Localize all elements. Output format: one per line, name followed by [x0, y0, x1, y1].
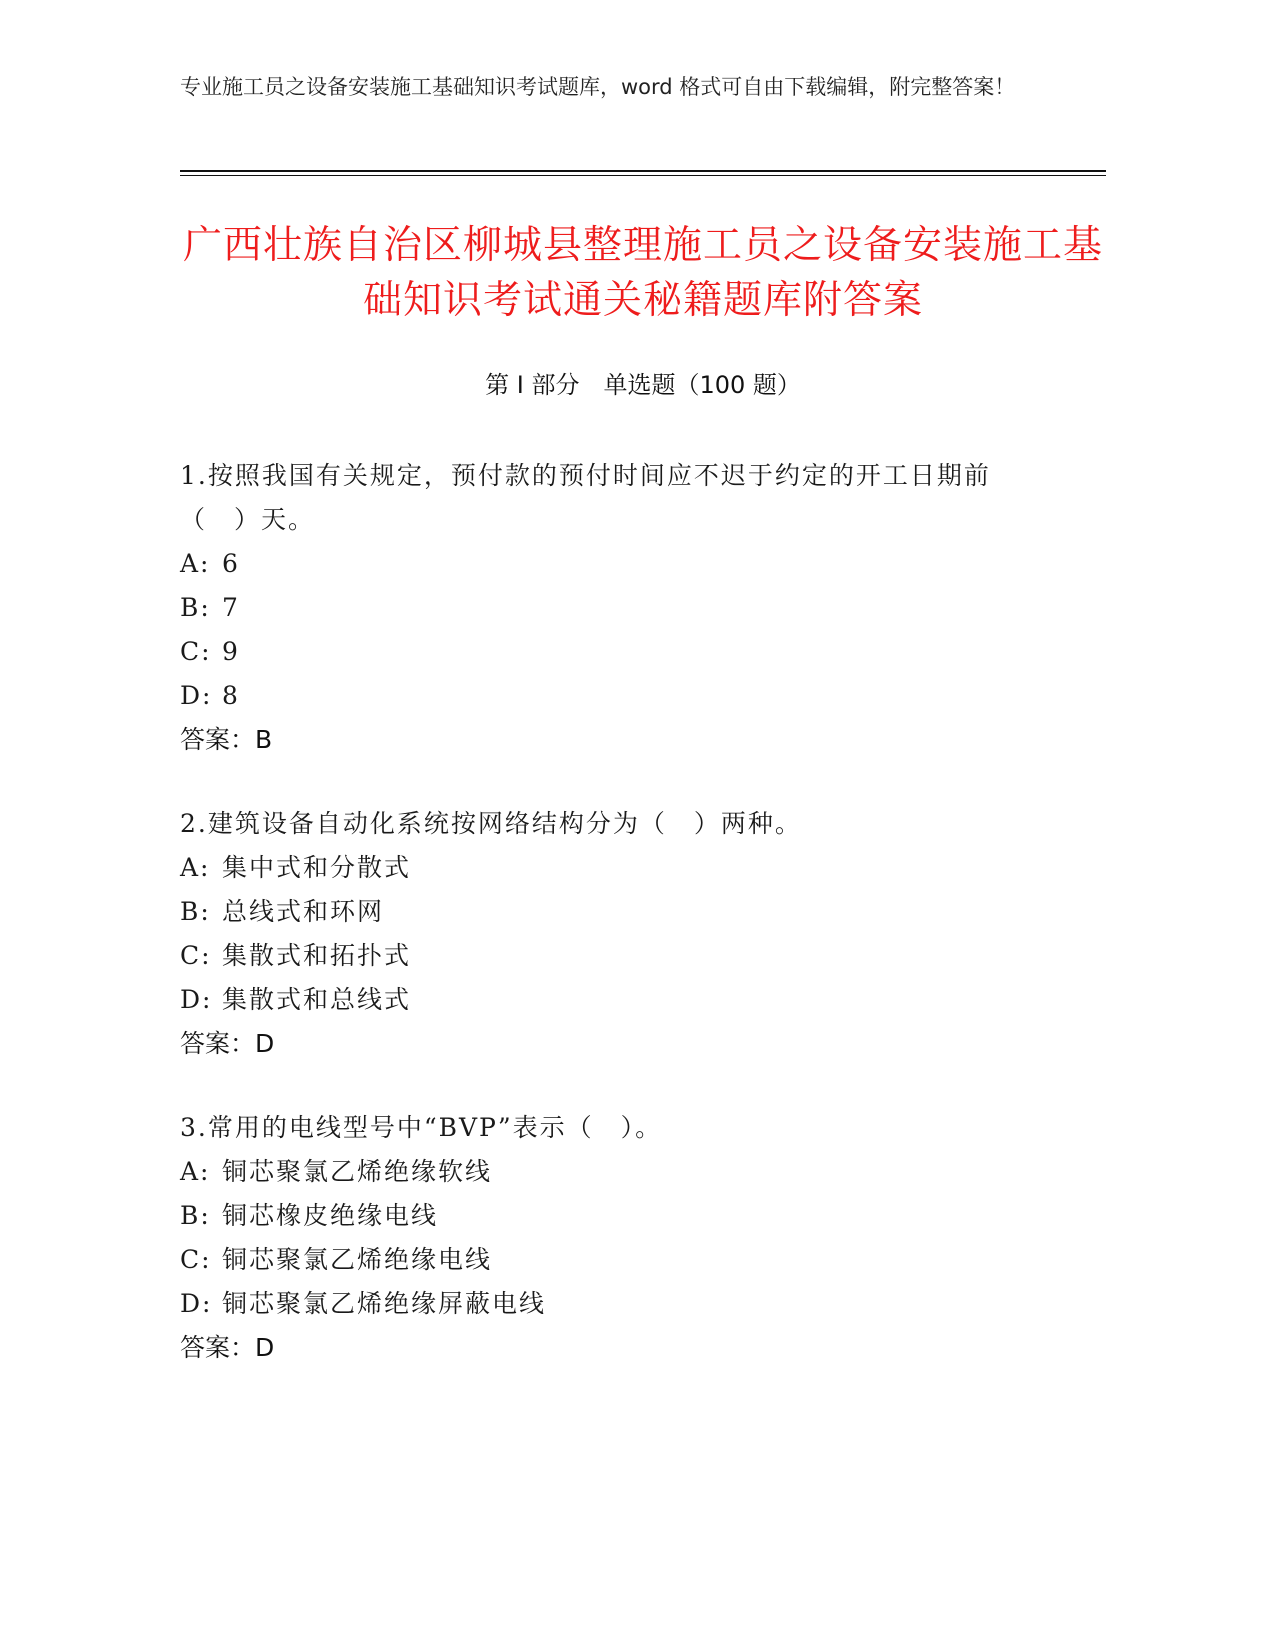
option-key: B:	[180, 897, 211, 926]
option-text: 7	[222, 593, 240, 622]
option-a	[180, 846, 1040, 890]
question-1	[180, 454, 1040, 762]
option-text: 铜芯聚氯乙烯绝缘电线	[222, 1245, 493, 1274]
question-stem: 1.按照我国有关规定，预付款的预付时间应不迟于约定的开工日期前（ ）天。	[180, 461, 991, 534]
header-note: 专业施工员之设备安装施工基础知识考试题库，word 格式可自由下载编辑，附完整答案！	[180, 75, 1016, 99]
option-text: 铜芯聚氯乙烯绝缘屏蔽电线	[222, 1289, 547, 1318]
answer: 答案：B	[180, 725, 273, 754]
option-c	[180, 630, 1040, 674]
option-key: B:	[180, 1201, 211, 1230]
option-text: 铜芯橡皮绝缘电线	[222, 1201, 439, 1230]
option-key: B:	[180, 593, 211, 622]
option-text: 9	[222, 637, 240, 666]
option-a	[180, 542, 1040, 586]
option-text: 集散式和拓扑式	[222, 941, 412, 970]
option-key: A:	[180, 549, 211, 578]
option-key: D:	[180, 681, 213, 710]
question-2	[180, 802, 1040, 1066]
option-key: D:	[180, 985, 213, 1014]
option-text: 总线式和环网	[222, 897, 385, 926]
option-d	[180, 1282, 1040, 1326]
question-stem: 3.常用的电线型号中“BVP”表示（ ）。	[180, 1113, 663, 1142]
header-divider-thin	[180, 175, 1106, 176]
option-key: C:	[180, 1245, 212, 1274]
option-text: 8	[222, 681, 240, 710]
question-stem: 2.建筑设备自动化系统按网络结构分为（ ）两种。	[180, 809, 802, 838]
option-text: 铜芯聚氯乙烯绝缘软线	[222, 1157, 493, 1186]
option-d	[180, 674, 1040, 718]
option-key: C:	[180, 637, 212, 666]
option-text: 集中式和分散式	[222, 853, 412, 882]
option-key: D:	[180, 1289, 213, 1318]
option-text: 集散式和总线式	[222, 985, 412, 1014]
question-3	[180, 1106, 1040, 1370]
option-b	[180, 890, 1040, 934]
option-c	[180, 1238, 1040, 1282]
option-key: C:	[180, 941, 212, 970]
option-c	[180, 934, 1040, 978]
option-b	[180, 586, 1040, 630]
answer: 答案：D	[180, 1029, 275, 1058]
option-d	[180, 978, 1040, 1022]
option-key: A:	[180, 1157, 211, 1186]
option-key: A:	[180, 853, 211, 882]
option-text: 6	[222, 549, 240, 578]
header-divider-thick	[180, 170, 1106, 172]
document-title: 广西壮族自治区柳城县整理施工员之设备安装施工基础知识考试通关秘籍题库附答案	[182, 223, 1103, 323]
answer: 答案：D	[180, 1333, 275, 1362]
option-a	[180, 1150, 1040, 1194]
option-b	[180, 1194, 1040, 1238]
section-heading: 第 I 部分 单选题（100 题）	[485, 371, 801, 399]
